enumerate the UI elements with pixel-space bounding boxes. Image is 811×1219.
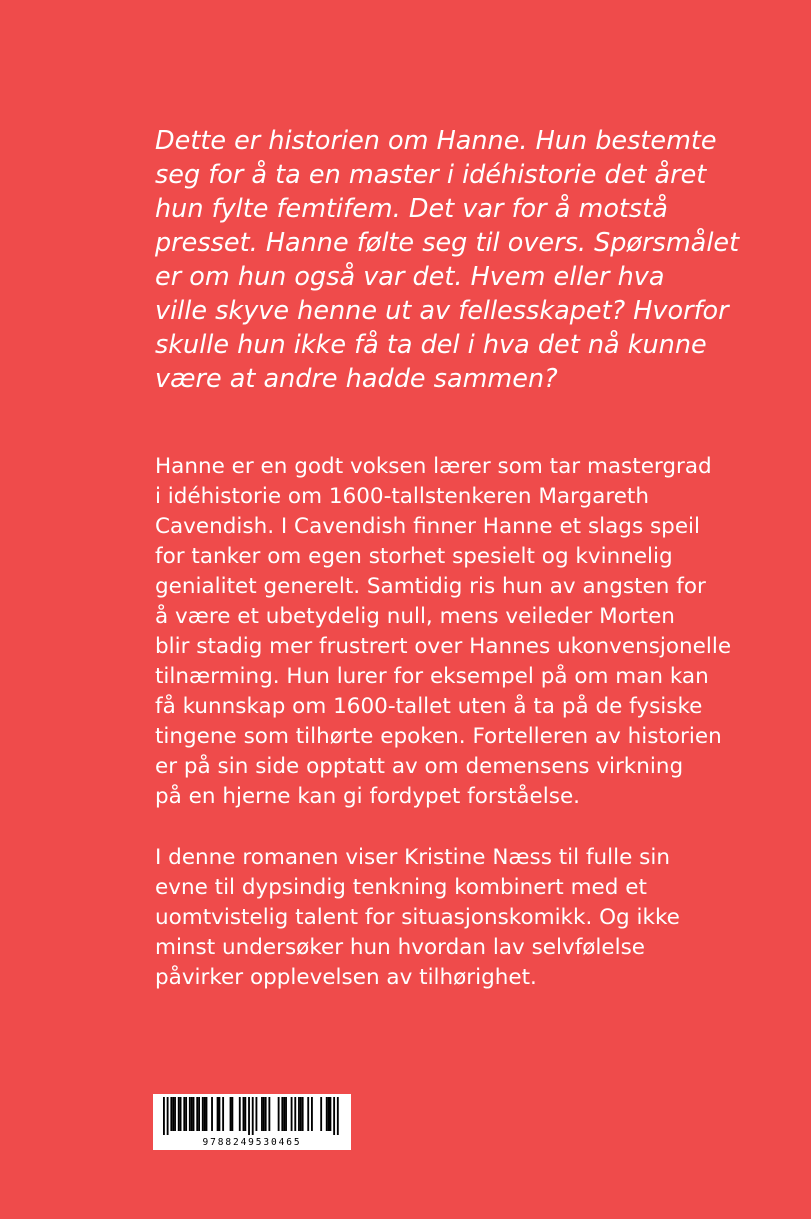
blurb-line: ville skyve henne ut av fellesskapet? Hvorfor: [155, 296, 729, 326]
barcode-bars: [153, 1094, 351, 1136]
blurb-line: hun fylte femtifem. Det var for å motstå: [155, 194, 668, 224]
barcode-bar: [328, 1097, 330, 1131]
blurb-line: presset. Hanne følte seg til overs. Spørsmålet: [155, 228, 740, 258]
barcode-bar: [244, 1097, 246, 1131]
blurb-line: seg for å ta en master i idéhistorie det året: [155, 160, 707, 190]
barcode-bar: [217, 1097, 219, 1131]
barcode-bar: [330, 1097, 332, 1131]
description-line: Hanne er en godt voksen lærer som tar mastergrad: [155, 454, 712, 479]
barcode-bar: [243, 1097, 245, 1131]
barcode-bar: [222, 1097, 224, 1131]
barcode-bar: [285, 1097, 287, 1131]
barcode-bar: [178, 1097, 180, 1131]
barcode-bar: [163, 1097, 165, 1135]
blurb-line: være at andre hadde sammen?: [155, 364, 558, 394]
barcode-bar: [320, 1097, 322, 1131]
description-line: blir stadig mer frustrert over Hannes ukonvensjonelle: [155, 634, 732, 659]
isbn-barcode: [153, 1094, 351, 1150]
barcode-bar: [202, 1097, 204, 1131]
barcode-bar: [170, 1097, 172, 1131]
barcode-bar: [252, 1097, 254, 1135]
description-line: uomtvistelig talent for situasjonskomikk. Og ikke: [155, 905, 680, 930]
barcode-bar: [219, 1097, 221, 1131]
description-paragraph-1: [155, 452, 785, 812]
barcode-bar: [167, 1097, 169, 1135]
barcode-bar: [268, 1097, 270, 1131]
description-line: evne til dypsindig tenkning kombinert med et: [155, 875, 647, 900]
description-line: få kunnskap om 1600-tallet uten å ta på de fysiske: [155, 694, 703, 719]
description-line: tilnærming. Hun lurer for eksempel på om man kan: [155, 664, 709, 689]
barcode-bar: [283, 1097, 285, 1131]
description-line: genialitet generelt. Samtidig ris hun av angsten for: [155, 574, 706, 599]
barcode-bar: [239, 1097, 241, 1131]
blurb-line: Dette er historien om Hanne. Hun bestemte: [155, 126, 717, 156]
description-line: er på sin side opptatt av om demensens virkning: [155, 754, 684, 779]
barcode-bar: [189, 1097, 191, 1131]
barcode-bar: [183, 1097, 185, 1131]
description-line: Cavendish. I Cavendish finner Hanne et slags speil: [155, 514, 701, 539]
description-line: å være et ubetydelig null, mens veileder Morten: [155, 604, 675, 629]
barcode-bar: [185, 1097, 187, 1131]
barcode-bar: [196, 1097, 198, 1131]
blurb-line: skulle hun ikke få ta del i hva det nå kunne: [155, 330, 707, 360]
barcode-bar: [263, 1097, 265, 1131]
barcode-bar: [180, 1097, 182, 1131]
barcode-bar: [311, 1097, 313, 1131]
barcode-bar: [281, 1097, 283, 1131]
isbn-number: 9788249530465: [202, 1137, 302, 1148]
barcode-bar: [231, 1097, 233, 1131]
description-line: på en hjerne kan gi fordypet forståelse.: [155, 784, 581, 809]
barcode-bar: [291, 1097, 293, 1131]
barcode-bar: [230, 1097, 232, 1131]
barcode-bar: [206, 1097, 208, 1131]
barcode-bar: [298, 1097, 300, 1131]
description-line: minst undersøker hun hvordan lav selvfølelse: [155, 935, 646, 960]
barcode-bar: [211, 1097, 213, 1131]
barcode-bar: [294, 1097, 296, 1131]
barcode-bar: [333, 1097, 335, 1135]
description-line: i idéhistorie om 1600-tallstenkeren Margareth: [155, 484, 649, 509]
barcode-bar: [204, 1097, 206, 1131]
barcode-bar: [307, 1097, 309, 1131]
blurb-line: er om hun også var det. Hvem eller hva: [155, 262, 665, 292]
description-line: I denne romanen viser Kristine Næss til fulle sin: [155, 845, 670, 870]
back-cover-blurb: [155, 124, 785, 396]
barcode-bar: [256, 1097, 258, 1131]
barcode-bar: [193, 1097, 195, 1131]
barcode-bar: [172, 1097, 174, 1131]
barcode-bar: [337, 1097, 339, 1135]
barcode-bar: [302, 1097, 304, 1131]
barcode-bar: [248, 1097, 250, 1135]
barcode-bar: [265, 1097, 267, 1131]
barcode-bar: [278, 1097, 280, 1131]
description-paragraph-2: [155, 843, 785, 993]
barcode-bar: [261, 1097, 263, 1131]
description-line: for tanker om egen storhet spesielt og kvinnelig: [155, 544, 673, 569]
barcode-bar: [198, 1097, 200, 1131]
barcode-bar: [174, 1097, 176, 1131]
description-line: tingene som tilhørte epoken. Fortelleren av historien: [155, 724, 722, 749]
barcode-bar: [300, 1097, 302, 1131]
description-line: påvirker opplevelsen av tilhørighet.: [155, 965, 537, 990]
barcode-bar: [191, 1097, 193, 1131]
barcode-bar: [326, 1097, 328, 1131]
